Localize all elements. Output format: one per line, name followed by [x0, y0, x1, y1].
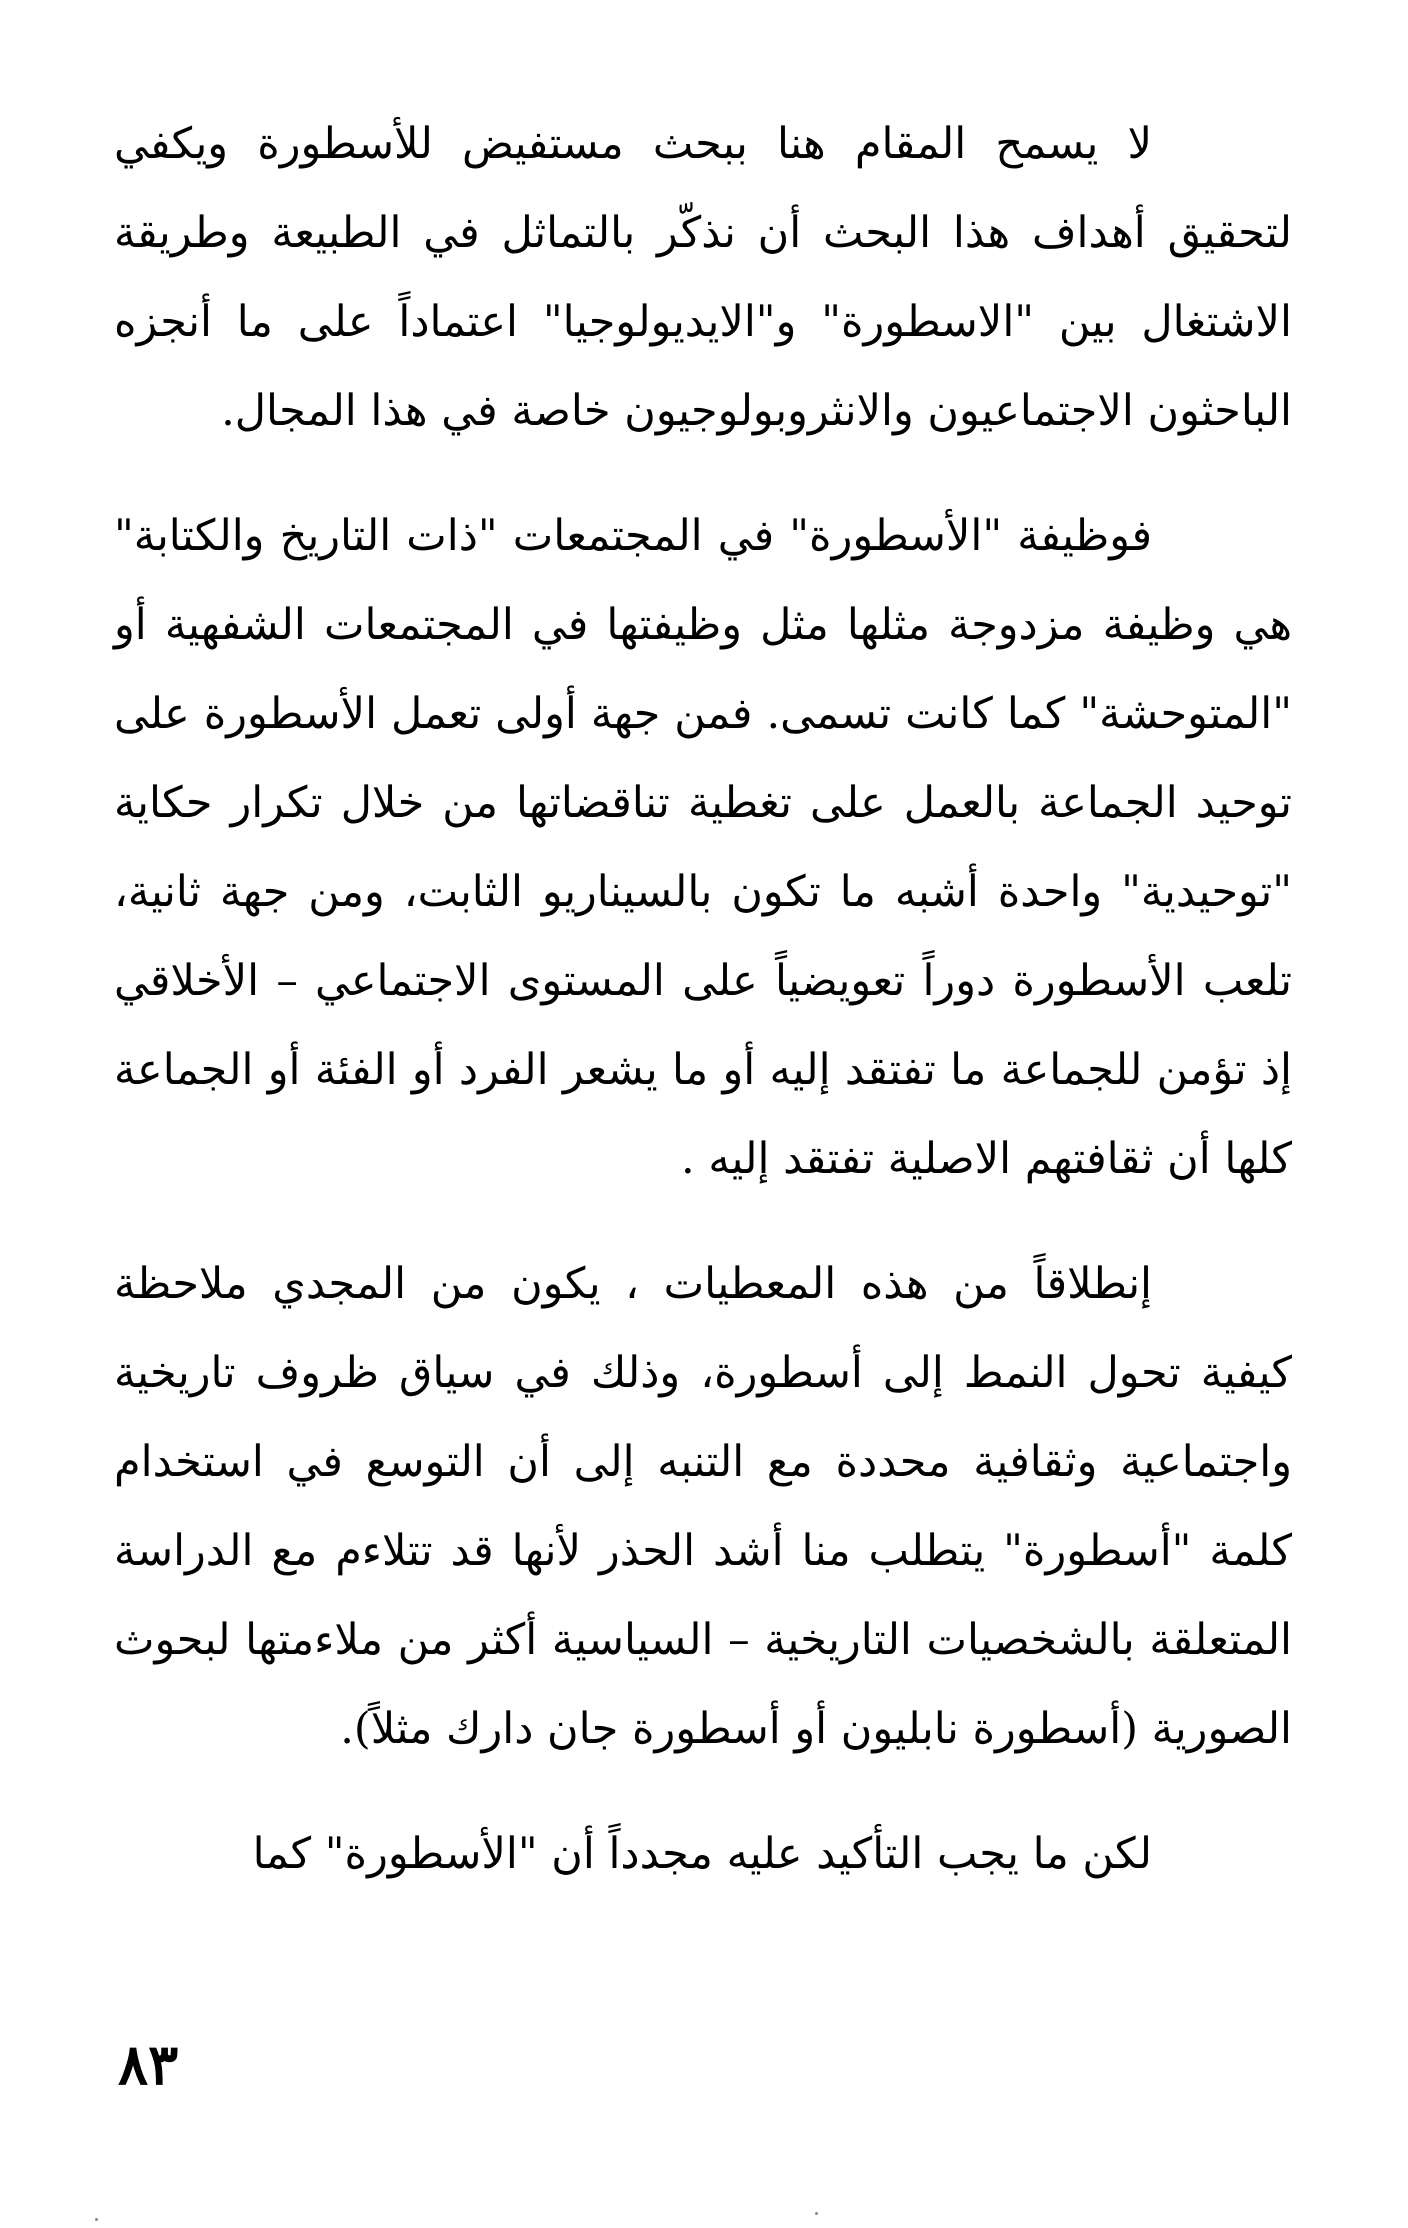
- paragraph-myth-function: فوظيفة "الأسطورة" في المجتمعات "ذات التاريخ والكتابة" هي وظيفة مزدوجة مثلها مثل وظيفتها في المجتمعات الشفهية أو "المتوحشة" كما كانت تسمى. فمن جهة أولى تعمل الأسطورة على توحيد الجماعة بالعمل على تغطية تناقضاتها من خلال تكرار حكاية "توحيدية" واحدة أشبه ما تكون بالسيناريو الثابت، ومن جهة ثانية، تلعب الأسطورة دوراً تعويضياً على المستوى الاجتماعي – الأخلاقي إذ تؤمن للجماعة ما تفتقد إليه أو ما يشعر الفرد أو الفئة أو الجماعة كلها أن ثقافتهم الاصلية تفتقد إليه .: [114, 511, 1292, 1184]
- scan-speck: [95, 2218, 98, 2221]
- paragraph-myth-ideology: لا يسمح المقام هنا ببحث مستفيض للأسطورة ويكفي لتحقيق أهداف هذا البحث أن نذكّر بالتماثل في الطبيعة وطريقة الاشتغال بين "الاسطورة" و"الايديولوجيا" اعتماداً على ما أنجزه الباحثون الاجتماعيون والانثروبولوجيون خاصة في هذا المجال.: [114, 119, 1292, 436]
- paragraph-pattern-to-myth: إنطلاقاً من هذه المعطيات ، يكون من المجدي ملاحظة كيفية تحول النمط إلى أسطورة، وذلك في سياق ظروف تاريخية واجتماعية وثقافية محددة مع التنبه إلى أن التوسع في استخدام كلمة "أسطورة" يتطلب منا أشد الحذر لأنها قد تتلاءم مع الدراسة المتعلقة بالشخصيات التاريخية – السياسية أكثر من ملاءمتها لبحوث الصورية (أسطورة نابليون أو أسطورة جان دارك مثلاً).: [114, 1259, 1292, 1754]
- scan-speck: [815, 2212, 818, 2215]
- page-body: [114, 100, 1292, 1935]
- page-number: ٨٣: [118, 2032, 179, 2098]
- paragraph-continuation: لكن ما يجب التأكيد عليه مجدداً أن "الأسطورة" كما: [252, 1829, 1152, 1879]
